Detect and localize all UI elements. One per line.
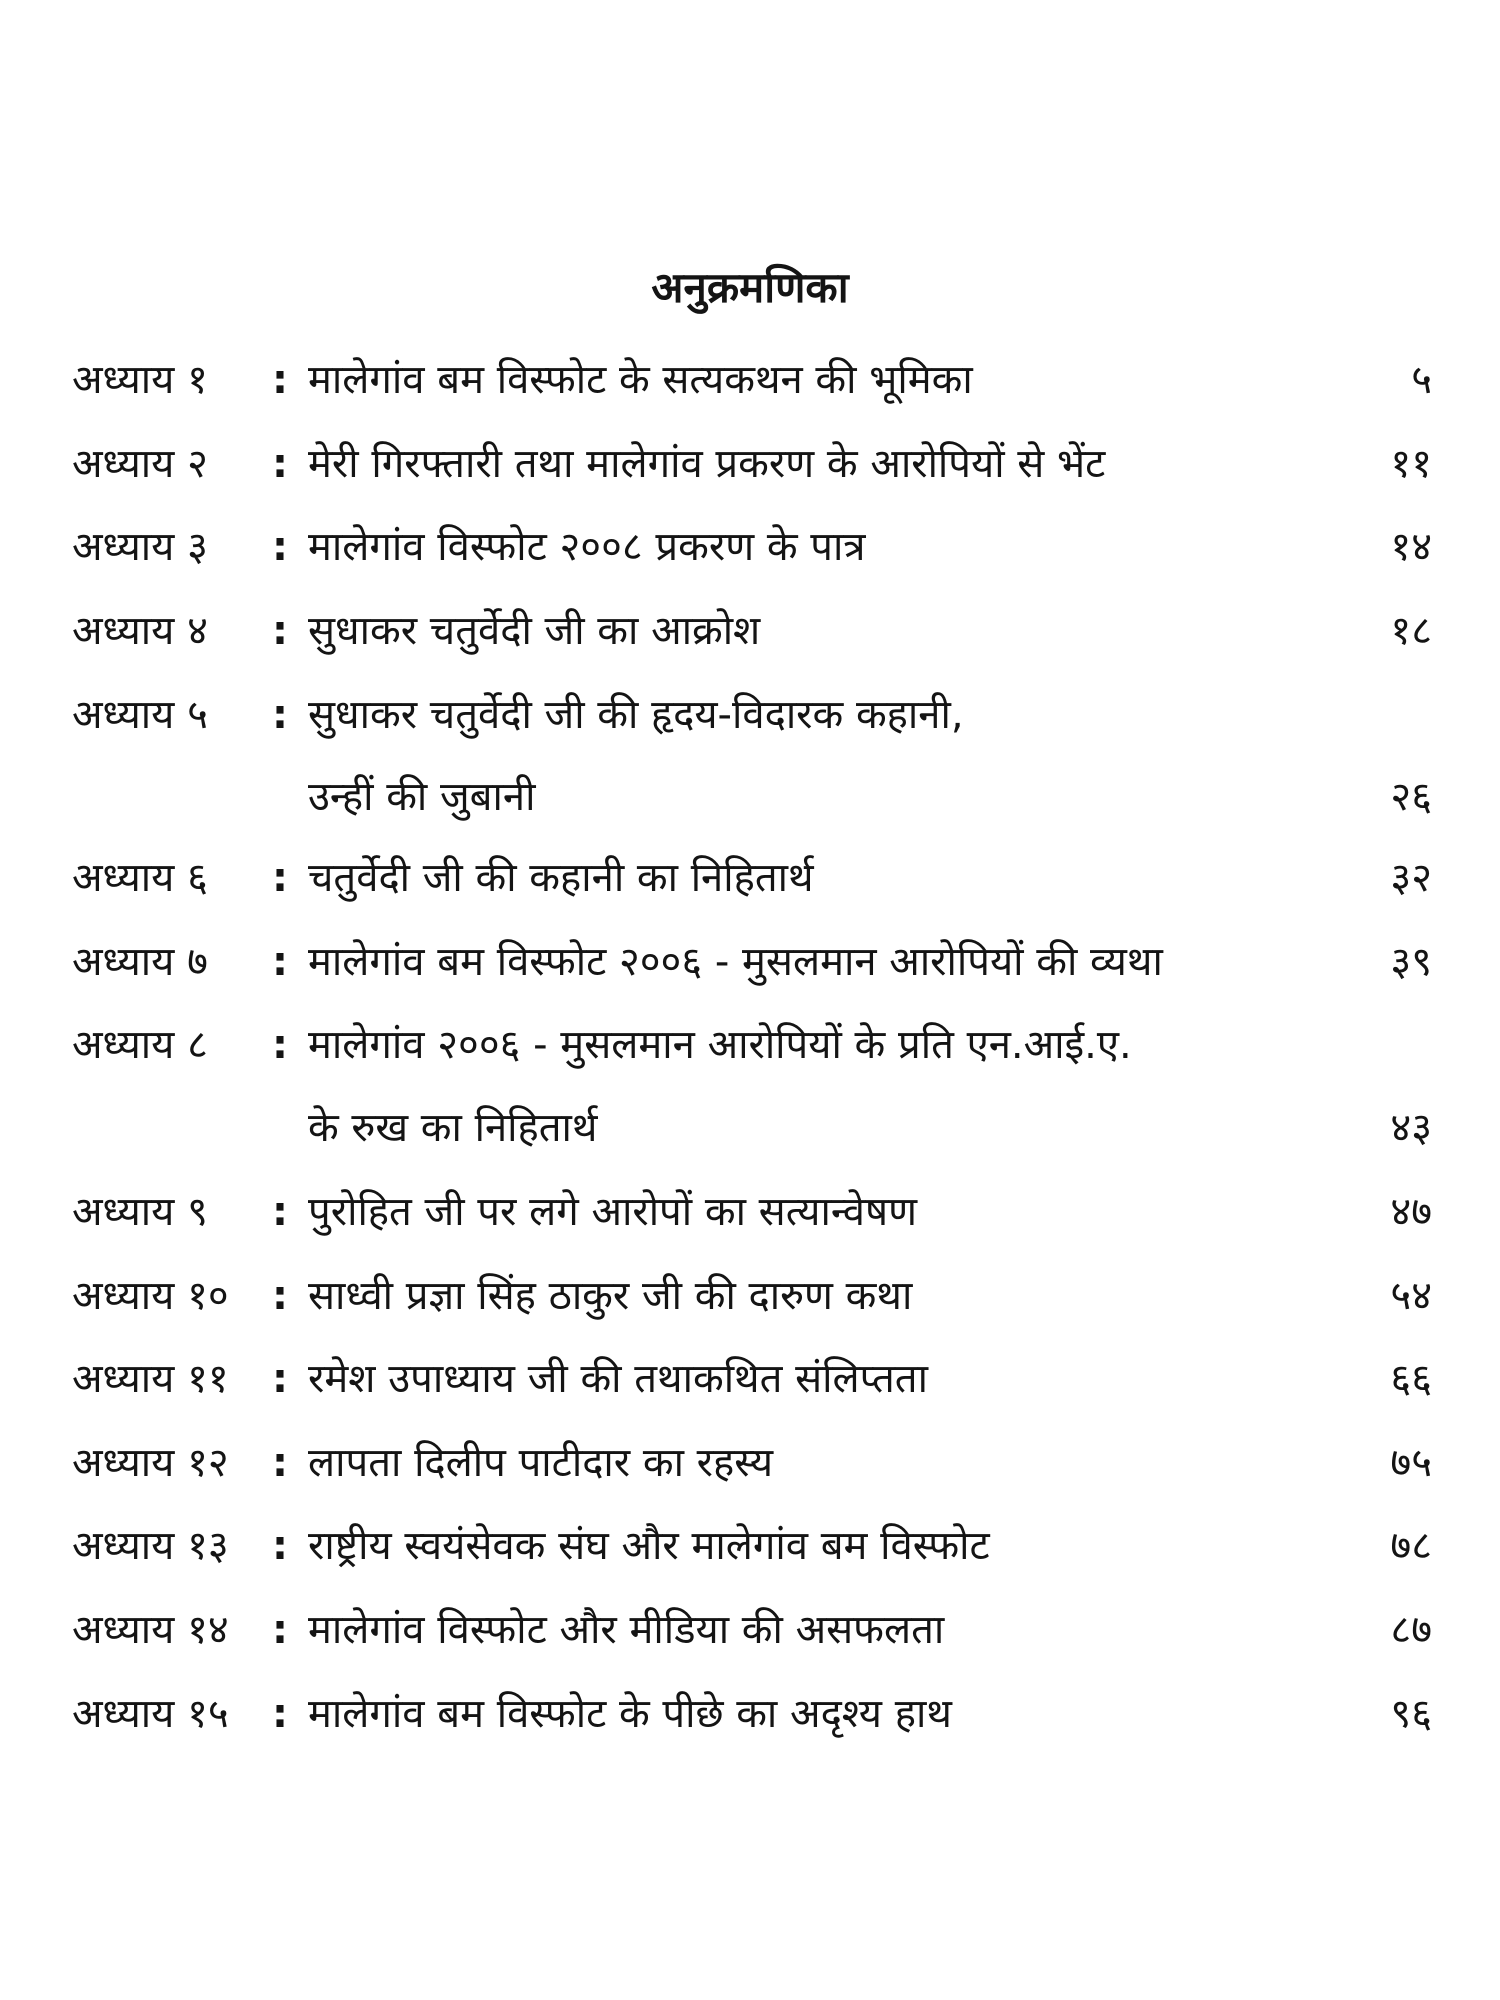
toc-entry: [72, 932, 1432, 992]
toc-entry: [72, 1516, 1432, 1576]
separator-colon: :: [272, 1607, 288, 1653]
chapter-title: लापता दिलीप पाटीदार का रहस्य: [308, 1440, 774, 1486]
page-number: ४७: [1390, 1189, 1432, 1235]
page-title: अनुक्रमणिका: [651, 263, 849, 312]
separator-colon: :: [272, 1440, 288, 1486]
chapter-label: अध्याय १३: [72, 1523, 229, 1569]
toc-entry: [72, 517, 1432, 577]
chapter-title: साध्वी प्रज्ञा सिंह ठाकुर जी की दारुण कथा: [308, 1273, 913, 1319]
page-number: ५४: [1390, 1273, 1432, 1319]
separator-colon: :: [272, 939, 288, 985]
separator-colon: :: [272, 1189, 288, 1235]
chapter-title: मेरी गिरफ्तारी तथा मालेगांव प्रकरण के आरोपियों से भेंट: [308, 441, 1106, 487]
page-number: ३९: [1390, 939, 1432, 985]
chapter-label: अध्याय १०: [72, 1273, 229, 1319]
chapter-label: अध्याय १५: [72, 1691, 229, 1737]
chapter-title: मालेगांव बम विस्फोट के पीछे का अदृश्य हाथ: [308, 1691, 952, 1737]
chapter-title: मालेगांव बम विस्फोट के सत्यकथन की भूमिका: [308, 357, 973, 403]
separator-colon: :: [272, 524, 288, 570]
page-number: ७८: [1390, 1523, 1432, 1569]
chapter-title: मालेगांव २००६ - मुसलमान आरोपियों के प्रति एन.आई.ए.: [308, 1022, 1132, 1068]
chapter-label: अध्याय ९: [72, 1189, 208, 1235]
page-number: ६६: [1390, 1356, 1432, 1402]
chapter-label: अध्याय ४: [72, 608, 208, 654]
page-number: ५: [1411, 357, 1432, 403]
chapter-title: के रुख का निहितार्थ: [308, 1105, 598, 1151]
page-number: २६: [1390, 774, 1432, 820]
chapter-title: पुरोहित जी पर लगे आरोपों का सत्यान्वेषण: [308, 1189, 918, 1235]
chapter-label: अध्याय ५: [72, 692, 208, 738]
page-number: ४३: [1390, 1105, 1432, 1151]
toc-entry: [72, 1015, 1432, 1075]
page-number: ३२: [1390, 855, 1432, 901]
chapter-label: अध्याय २: [72, 441, 208, 487]
separator-colon: :: [272, 1523, 288, 1569]
chapter-label: अध्याय १४: [72, 1607, 229, 1653]
separator-colon: :: [272, 441, 288, 487]
page-number: ११: [1390, 441, 1432, 487]
toc-entry: [72, 848, 1432, 908]
chapter-title: मालेगांव विस्फोट २००८ प्रकरण के पात्र: [308, 524, 866, 570]
separator-colon: :: [272, 1691, 288, 1737]
chapter-label: अध्याय ३: [72, 524, 208, 570]
separator-colon: :: [272, 1273, 288, 1319]
toc-entry: [72, 1266, 1432, 1326]
toc-entry: [72, 434, 1432, 494]
page-number: ९६: [1390, 1691, 1432, 1737]
toc-entry: [72, 1684, 1432, 1744]
chapter-title: मालेगांव बम विस्फोट २००६ - मुसलमान आरोपियों की व्यथा: [308, 939, 1163, 985]
chapter-label: अध्याय ८: [72, 1022, 208, 1068]
toc-entry: [72, 601, 1432, 661]
page-number: १८: [1390, 608, 1432, 654]
toc-entry-continuation: [72, 1098, 1432, 1158]
toc-entry: [72, 1600, 1432, 1660]
page-number: ७५: [1390, 1440, 1432, 1486]
separator-colon: :: [272, 357, 288, 403]
page-number: ८७: [1390, 1607, 1432, 1653]
toc-entry: [72, 685, 1432, 745]
separator-colon: :: [272, 1022, 288, 1068]
chapter-label: अध्याय ११: [72, 1356, 229, 1402]
chapter-label: अध्याय ६: [72, 855, 208, 901]
separator-colon: :: [272, 692, 288, 738]
chapter-label: अध्याय १२: [72, 1440, 229, 1486]
separator-colon: :: [272, 1356, 288, 1402]
chapter-title: मालेगांव विस्फोट और मीडिया की असफलता: [308, 1607, 945, 1653]
chapter-label: अध्याय ७: [72, 939, 208, 985]
toc-entry: [72, 350, 1432, 410]
chapter-title: रमेश उपाध्याय जी की तथाकथित संलिप्तता: [308, 1356, 928, 1402]
chapter-title: राष्ट्रीय स्वयंसेवक संघ और मालेगांव बम विस्फोट: [308, 1523, 990, 1569]
chapter-title: चतुर्वेदी जी की कहानी का निहितार्थ: [308, 855, 814, 901]
toc-entry: [72, 1182, 1432, 1242]
chapter-label: अध्याय १: [72, 357, 208, 403]
chapter-title: सुधाकर चतुर्वेदी जी की हृदय-विदारक कहानी,: [308, 692, 964, 738]
separator-colon: :: [272, 608, 288, 654]
chapter-title: उन्हीं की जुबानी: [308, 774, 536, 820]
toc-entry: [72, 1433, 1432, 1493]
separator-colon: :: [272, 855, 288, 901]
toc-entry-continuation: [72, 767, 1432, 827]
page-number: १४: [1390, 524, 1432, 570]
toc-entry: [72, 1349, 1432, 1409]
chapter-title: सुधाकर चतुर्वेदी जी का आक्रोश: [308, 608, 761, 654]
